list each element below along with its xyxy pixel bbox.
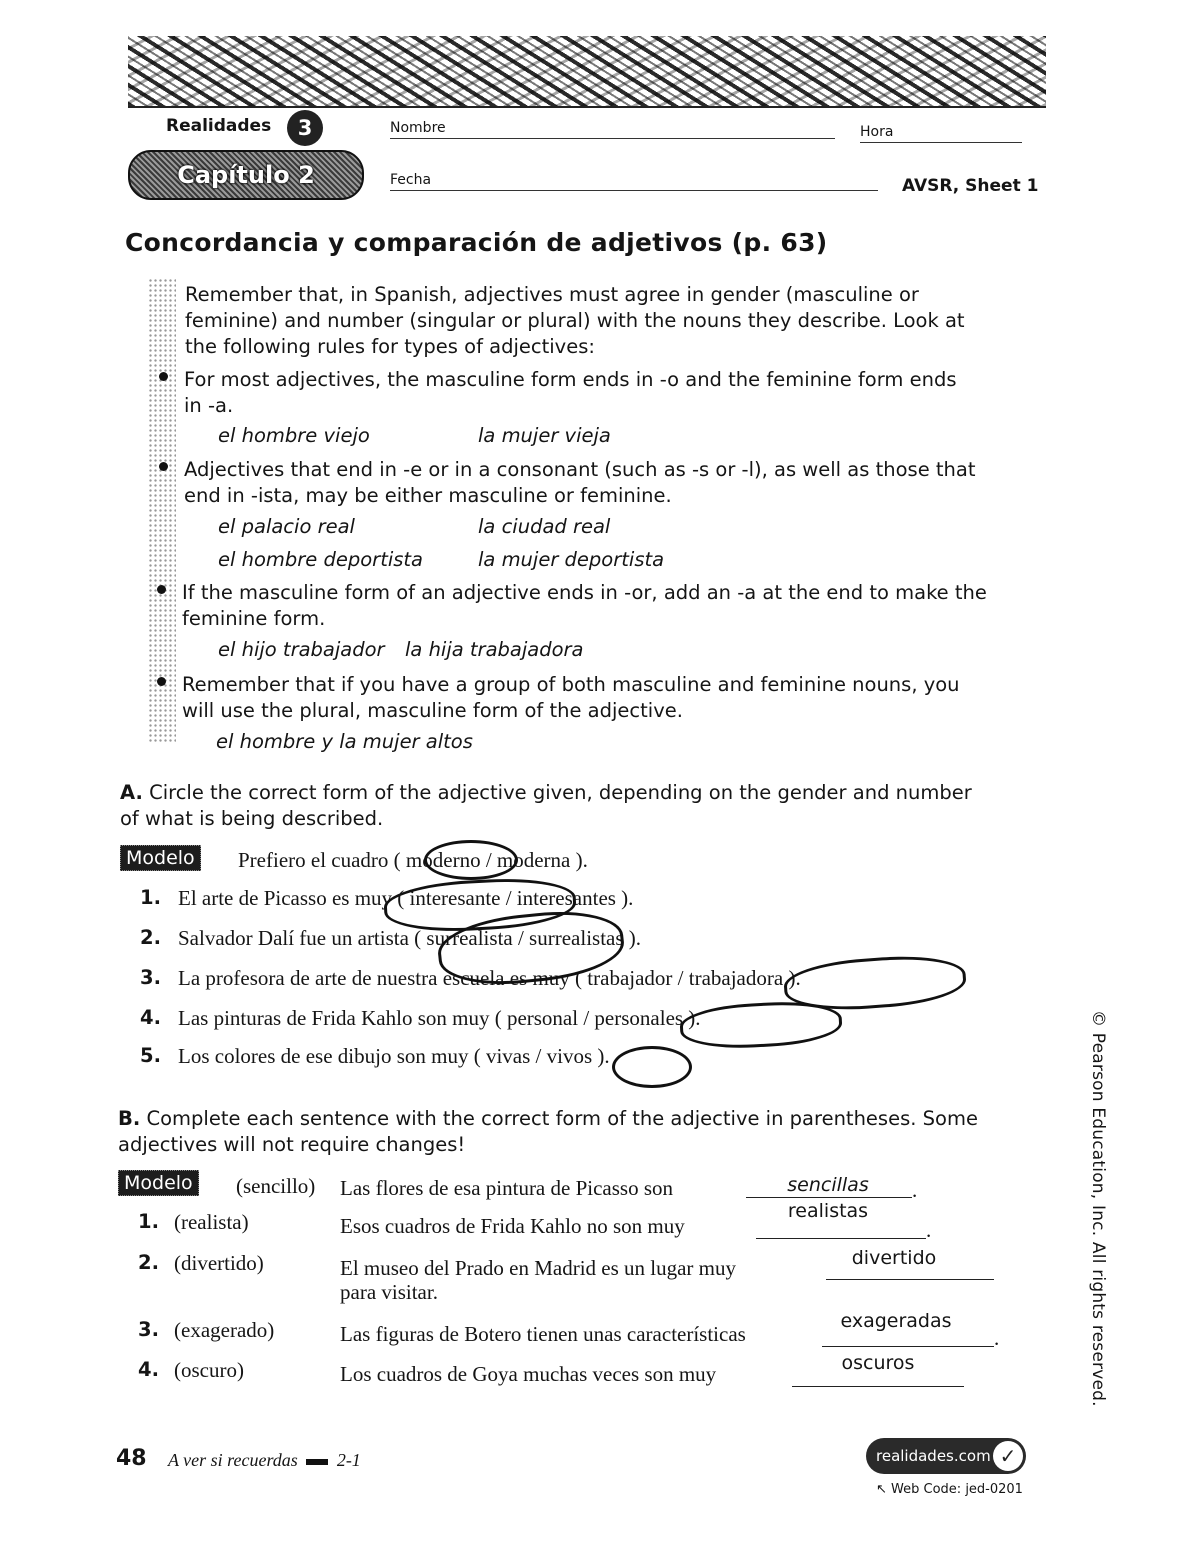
intro-line: the following rules for types of adjectives: <box>185 335 595 358</box>
sheet-label: AVSR, Sheet 1 <box>902 176 1039 196</box>
answer-blank[interactable] <box>792 1386 964 1387</box>
rule-2 <box>184 457 975 509</box>
fecha-field[interactable] <box>390 190 878 191</box>
web-code-text: Web Code: jed-0201 <box>891 1482 1023 1497</box>
item-number: 4. <box>140 1006 161 1029</box>
item-number: 2. <box>138 1251 159 1274</box>
rule-line: in -a. <box>184 394 234 417</box>
footer-section <box>168 1450 361 1471</box>
example-masc: el palacio real <box>218 515 355 538</box>
intro-text <box>185 282 965 360</box>
section-a-instructions <box>120 780 972 832</box>
answer-blank[interactable] <box>746 1197 912 1198</box>
item-sentence[interactable]: Los colores de ese dibujo son muy ( vivas / vivos ). <box>178 1044 610 1068</box>
page-number: 48 <box>116 1446 147 1471</box>
item-sentence[interactable]: Las pinturas de Frida Kahlo son muy ( personal / personales ). <box>178 1006 701 1030</box>
modelo-sentence: Las flores de esa pintura de Picasso son <box>340 1176 673 1200</box>
level-badge: 3 <box>287 110 323 146</box>
instruction-line: Complete each sentence with the correct form of the adjective in parentheses. Some <box>146 1107 978 1130</box>
web-code <box>876 1482 1023 1497</box>
rule-line: will use the plural, masculine form of the adjective. <box>182 699 683 722</box>
item-number: 1. <box>140 886 161 909</box>
item-number: 4. <box>138 1358 159 1381</box>
item-sentence[interactable]: El arte de Picasso es muy ( interesante / interesantes ). <box>178 886 634 910</box>
item-sentence: Las figuras de Botero tienen unas características <box>340 1322 746 1346</box>
example-fem: la ciudad real <box>478 515 611 538</box>
item-number: 3. <box>140 966 161 989</box>
intro-line: feminine) and number (singular or plural) with the nouns they describe. Look at <box>185 309 965 332</box>
item-adjective: (exagerado) <box>174 1318 275 1342</box>
example-masc: el hombre viejo <box>218 424 370 447</box>
answer-circle <box>612 1046 692 1088</box>
answer-blank[interactable] <box>822 1346 994 1347</box>
answer-circle <box>679 999 843 1051</box>
rule-line: end in -ista, may be either masculine or feminine. <box>184 484 672 507</box>
chapter-badge: Capítulo 2 <box>128 150 364 200</box>
modelo-badge <box>118 1172 199 1194</box>
bullet-icon <box>159 372 168 381</box>
example-masc: el hijo trabajador <box>218 638 385 661</box>
footer-code: 2-1 <box>336 1450 361 1470</box>
item-adjective: (realista) <box>174 1210 249 1234</box>
rule-line: For most adjectives, the masculine form ends in -o and the feminine form ends <box>184 368 957 391</box>
section-b-instructions <box>118 1106 978 1158</box>
hora-field[interactable] <box>860 142 1022 143</box>
rule-line: Adjectives that end in -e or in a consonant (such as -s or -l), as well as those that <box>184 458 976 481</box>
decorative-banner <box>128 36 1046 108</box>
bullet-icon <box>157 677 166 686</box>
answer-circle <box>424 840 518 880</box>
answer-blank[interactable] <box>826 1279 994 1280</box>
answer-blank[interactable] <box>756 1238 926 1239</box>
instruction-line: of what is being described. <box>120 807 384 830</box>
modelo-label: Modelo <box>118 1170 199 1196</box>
item-adjective: (oscuro) <box>174 1358 244 1382</box>
example-fem: la mujer vieja <box>478 424 611 447</box>
item-sentence: El museo del Prado en Madrid es un lugar muy <box>340 1256 737 1280</box>
answer-text: divertido <box>851 1247 937 1269</box>
answer-text: realistas <box>787 1200 869 1222</box>
bullet-icon <box>157 585 166 594</box>
item-adjective: (divertido) <box>174 1251 264 1275</box>
example-fem: la mujer deportista <box>478 548 665 571</box>
section-letter: A. <box>120 781 143 804</box>
answer-text: sencillas <box>787 1174 869 1196</box>
answer-text: exageradas <box>840 1310 952 1332</box>
item-sentence[interactable]: Salvador Dalí fue un artista ( surrealista / surrealistas ). <box>178 926 642 950</box>
item-sentence[interactable]: La profesora de arte de nuestra escuela es muy ( trabajador / trabajadora ). <box>178 966 801 990</box>
nombre-field[interactable] <box>390 138 835 139</box>
instruction-line: Circle the correct form of the adjective given, depending on the gender and number <box>149 781 972 804</box>
dotted-margin <box>148 278 176 744</box>
item-number: 2. <box>140 926 161 949</box>
period: . <box>912 1178 918 1202</box>
example-fem: la hija trabajadora <box>405 638 584 661</box>
item-sentence: Esos cuadros de Frida Kahlo no son muy <box>340 1214 685 1238</box>
item-number: 1. <box>138 1210 159 1233</box>
bullet-icon <box>159 462 168 471</box>
fecha-label: Fecha <box>390 172 432 188</box>
answer-text: oscuros <box>841 1352 915 1374</box>
hora-label: Hora <box>860 124 894 140</box>
copyright-notice: © Pearson Education, Inc. All rights reserved. <box>1088 1010 1108 1407</box>
section-letter: B. <box>118 1107 141 1130</box>
rule-4 <box>182 672 960 724</box>
example-plural: el hombre y la mujer altos <box>216 730 473 753</box>
modelo-label: Modelo <box>120 845 201 871</box>
cursor-icon: ↖ <box>876 1482 887 1497</box>
rule-line: feminine form. <box>182 607 326 630</box>
realidades-link[interactable] <box>866 1438 1026 1474</box>
series-label: Realidades <box>166 116 272 136</box>
period: . <box>926 1218 932 1242</box>
modelo-adjective: (sencillo) <box>236 1174 316 1198</box>
checkmark-icon: ✓ <box>993 1441 1023 1471</box>
footer-bar-icon <box>306 1459 328 1465</box>
rule-line: Remember that if you have a group of both masculine and feminine nouns, you <box>182 673 960 696</box>
item-number: 5. <box>140 1044 161 1067</box>
page-title: Concordancia y comparación de adjetivos (p. 63) <box>125 228 828 257</box>
item-number: 3. <box>138 1318 159 1341</box>
example-masc: el hombre deportista <box>218 548 424 571</box>
site-label: realidades.com <box>876 1447 991 1465</box>
rule-3 <box>182 580 987 632</box>
nombre-label: Nombre <box>390 120 446 136</box>
modelo-badge <box>120 847 201 869</box>
modelo-sentence: Prefiero el cuadro ( moderno / moderna ). <box>238 848 588 872</box>
instruction-line: adjectives will not require changes! <box>118 1133 466 1156</box>
item-sentence: Los cuadros de Goya muchas veces son muy <box>340 1362 717 1386</box>
footer-text: A ver si recuerdas <box>168 1450 298 1470</box>
intro-line: Remember that, in Spanish, adjectives must agree in gender (masculine or <box>185 283 919 306</box>
item-sentence-cont: para visitar. <box>340 1280 438 1304</box>
period: . <box>994 1326 1000 1350</box>
rule-1 <box>184 367 957 419</box>
rule-line: If the masculine form of an adjective ends in -or, add an -a at the end to make the <box>182 581 987 604</box>
